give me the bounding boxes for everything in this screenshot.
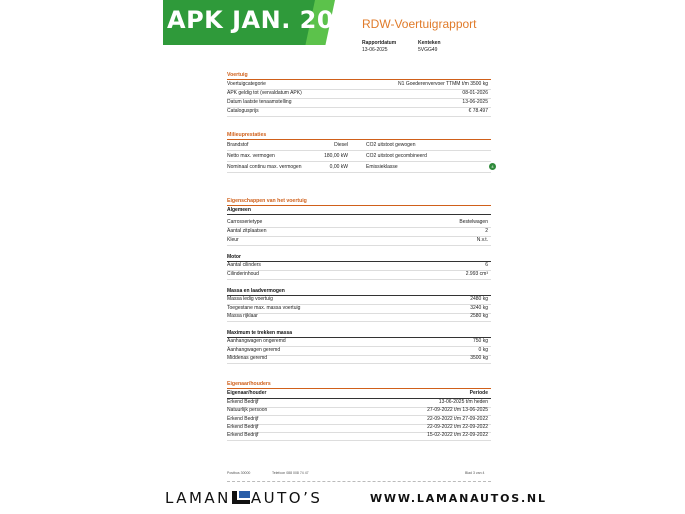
- footer-postbus: Postbus 30000: [227, 471, 251, 475]
- row-label: Middenas geremd: [227, 355, 268, 361]
- row-value: 27-09-2022 t/m 13-06-2025: [427, 407, 488, 413]
- row-value: 750 kg: [472, 338, 488, 344]
- subsection-title-massa: Massa en laadvermogen: [227, 288, 285, 294]
- table-row: [227, 431, 491, 441]
- footer-page-number: Blad 3 van 4: [465, 471, 485, 475]
- row-label-2: CO2 uitstoot gewogen: [366, 142, 416, 148]
- logo-text-left: LAMAN: [165, 489, 231, 507]
- footer-telefoon: Telefoon 088 008 74 47: [272, 471, 309, 475]
- page-cut-edge: [227, 481, 491, 485]
- row-value: 22-09-2022 t/m 22-09-2022: [427, 424, 488, 430]
- apk-banner-text: APK JAN. 2027: [167, 6, 369, 34]
- section-title-voertuig: Voertuig: [227, 72, 248, 78]
- row-value: 0 kg: [478, 347, 488, 353]
- row-value: Diesel: [334, 142, 348, 148]
- subsection-title-algemeen: Algemeen: [227, 207, 251, 213]
- report-date-value: 13-06-2025: [362, 47, 388, 53]
- row-label: Massa ledig voertuig: [227, 296, 273, 302]
- row-value: N.v.t.: [476, 237, 488, 243]
- row-value: 22-09-2022 t/m 27-09-2022: [427, 416, 488, 422]
- row-label: Voertuigcategorie: [227, 81, 266, 87]
- report-plate: [418, 40, 441, 54]
- row-value: 08-01-2026: [462, 90, 488, 96]
- table-row: [227, 140, 491, 151]
- row-value: N1 Goederenvervoer TTMM t/m 3500 kg: [398, 81, 488, 87]
- row-label: Natuurlijk persoon: [227, 407, 268, 413]
- row-label: Erkend Bedrijf: [227, 432, 259, 438]
- table-row: [227, 151, 491, 162]
- table-row: [227, 312, 491, 322]
- report-title: RDW-Voertuigrapport: [362, 17, 477, 31]
- table-row: [227, 270, 491, 280]
- table-row: Nominaal continu max. vermogen 0,00 kW Emissieklasse 4: [227, 162, 491, 173]
- row-label: Kleur: [227, 237, 239, 243]
- report-date: [362, 40, 396, 54]
- row-value: 6: [485, 262, 488, 268]
- row-label: Aantal zitplaatsen: [227, 228, 267, 234]
- subsection-title-motor: Motor: [227, 254, 241, 260]
- row-value: 180,00 kW: [324, 153, 348, 159]
- row-value: 13-06-2025: [462, 99, 488, 105]
- report-plate-value: 5VGG49: [418, 47, 438, 53]
- row-label: Aanhangwagen ongeremd: [227, 338, 286, 344]
- row-label: Aantal cilinders: [227, 262, 261, 268]
- row-value: 3500 kg: [470, 355, 488, 361]
- row-value: 15-02-2022 t/m 22-09-2022: [427, 432, 488, 438]
- row-label: Catalogusprijs: [227, 108, 259, 114]
- row-label-2: Emissieklasse: [366, 164, 398, 170]
- row-value: 2: [485, 228, 488, 234]
- section-title-eigenaar: Eigenaar/houders: [227, 381, 271, 387]
- row-label: Erkend Bedrijf: [227, 399, 259, 405]
- row-value: 3240 kg: [470, 305, 488, 311]
- laman-autos-logo: [165, 489, 322, 507]
- row-label: APK geldig tot (vervaldatum APK): [227, 90, 302, 96]
- column-header-period: Periode: [469, 390, 488, 396]
- row-label: Erkend Bedrijf: [227, 424, 259, 430]
- row-label: Netto max. vermogen: [227, 153, 275, 159]
- table-row: [227, 107, 491, 117]
- row-label: Aanhangwagen geremd: [227, 347, 281, 353]
- column-header-owner: Eigenaar/houder: [227, 390, 267, 396]
- row-value: 2480 kg: [470, 296, 488, 302]
- row-value: 2.993 cm³: [465, 271, 488, 277]
- row-label: Nominaal continu max. vermogen: [227, 164, 302, 170]
- row-value: 13-06-2025 t/m heden: [438, 399, 488, 405]
- subsection-divider: [227, 214, 491, 215]
- report-plate-label: Kenteken: [418, 40, 441, 46]
- row-value: Bestelwagen: [459, 219, 488, 225]
- row-label: Brandstof: [227, 142, 249, 148]
- logo-text-right: AUTO’S: [250, 489, 323, 507]
- website-url[interactable]: WWW.LAMANAUTOS.NL: [370, 492, 547, 505]
- report-date-label: Rapportdatum: [362, 40, 397, 46]
- row-value: 0,00 kW: [329, 164, 348, 170]
- row-label: Erkend Bedrijf: [227, 416, 259, 422]
- row-value: € 78.497: [468, 108, 488, 114]
- table-row: [227, 354, 491, 364]
- table-row: [227, 236, 491, 246]
- row-label: Cilinderinhoud: [227, 271, 259, 277]
- section-title-eigenschappen: Eigenschappen van het voertuig: [227, 198, 307, 204]
- row-label: Massa rijklaar: [227, 313, 258, 319]
- row-label: Datum laatste tenaamstelling: [227, 99, 292, 105]
- subsection-title-trekken: Maximum te trekken massa: [227, 330, 293, 336]
- row-label: Carrosserietype: [227, 219, 263, 225]
- row-value: 2580 kg: [470, 313, 488, 319]
- row-label: Toegestane max. massa voertuig: [227, 305, 301, 311]
- section-divider: [227, 205, 491, 206]
- section-title-milieu: Milieuprestaties: [227, 132, 267, 138]
- row-label-2: CO2 uitstoot gecombineerd: [366, 153, 427, 159]
- logo-mark-icon: [232, 491, 250, 504]
